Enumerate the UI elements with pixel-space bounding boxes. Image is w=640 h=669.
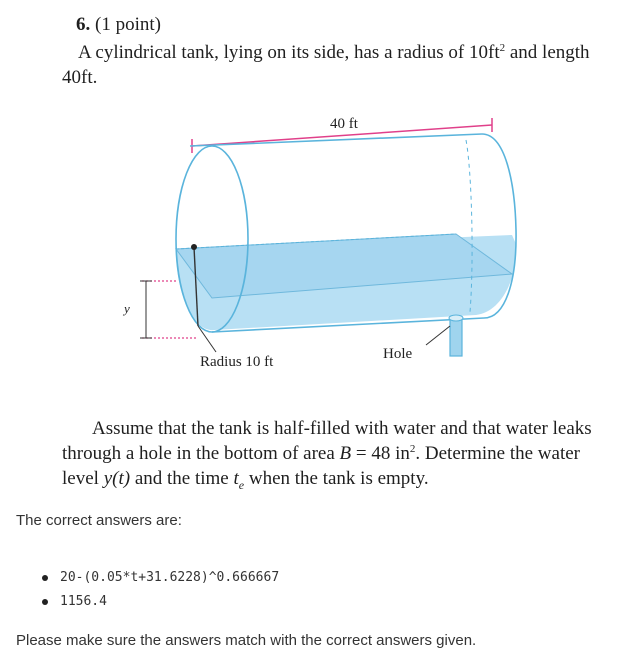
radius-label: Radius 10 ft [200,354,274,370]
assume-text-4: when the tank is empty. [244,468,429,489]
statement-prefix: A cylindrical tank, lying on its side, has a radius of 10ft [78,42,500,63]
time-subscript: e [238,477,245,492]
answers-heading: The correct answers are: [16,512,182,529]
answer-item: 20-(0.05*t+31.6228)^0.666667 [40,566,279,590]
time-variable: t [233,468,239,489]
answer-item: 1156.4 [40,590,279,614]
length-label: 40 ft [330,116,358,132]
problem-points: (1 point) [95,14,161,35]
tank-figure [120,112,540,372]
problem-header [76,14,161,36]
assume-text-1: Assume that the tank is half-filled with water and that water leaks through a hole in the bottom of area [62,418,592,464]
problem-statement [62,40,622,90]
statement-suffix: and length 40ft. [62,42,590,88]
assume-paragraph [62,416,618,498]
y-label: y [124,301,130,316]
level-expression: y(t) [103,468,131,489]
center-dot [191,244,197,250]
answers-note: Please make sure the answers match with the correct answers given. [16,632,477,649]
assume-text-2: . Determine the water level [62,443,580,489]
hole-label: Hole [383,346,413,362]
problem-number: 6. [76,14,91,35]
assume-text-3: and the time [130,468,234,489]
area-variable: B [339,443,352,464]
area-equation: = 48 in [351,443,410,464]
answers-list [40,566,279,614]
statement-exponent: 2 [499,42,506,54]
area-exponent: 2 [409,443,416,455]
